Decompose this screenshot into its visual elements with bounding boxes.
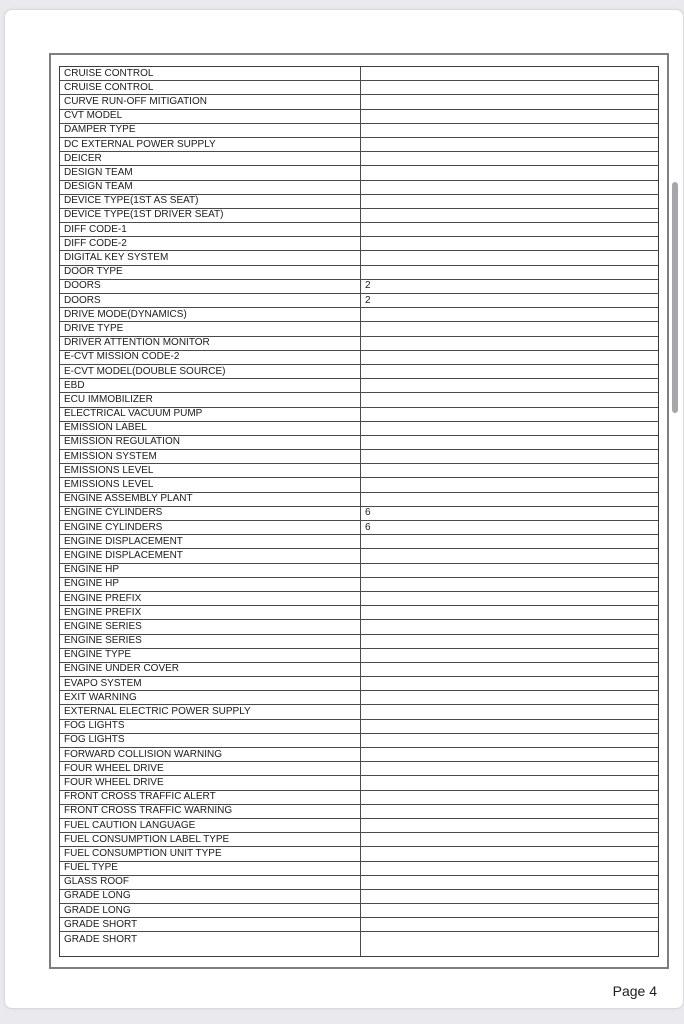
spec-value-cell <box>361 124 658 137</box>
spec-value-cell <box>361 450 658 463</box>
spec-label-cell: EMISSIONS LEVEL <box>60 478 361 491</box>
spec-label-cell: ENGINE SERIES <box>60 635 361 648</box>
spec-value-cell <box>361 422 658 435</box>
table-row <box>60 507 658 521</box>
spec-value-cell <box>361 776 658 789</box>
table-row <box>60 124 658 138</box>
spec-value-cell <box>361 322 658 335</box>
spec-value-cell <box>361 862 658 875</box>
spec-label-cell: DRIVER ATTENTION MONITOR <box>60 337 361 350</box>
spec-label-cell: DIFF CODE-1 <box>60 223 361 236</box>
spec-value-cell <box>361 436 658 449</box>
table-row <box>60 152 658 166</box>
spec-label-cell: DRIVE MODE(DYNAMICS) <box>60 308 361 321</box>
spec-label-cell: EMISSION LABEL <box>60 422 361 435</box>
spec-value-cell <box>361 110 658 123</box>
table-row <box>60 195 658 209</box>
spec-value-cell: 2 <box>365 294 371 306</box>
table-row <box>60 663 658 677</box>
spec-label-cell: FUEL TYPE <box>60 862 361 875</box>
table-row <box>60 592 658 606</box>
spec-label-cell: GLASS ROOF <box>60 876 361 889</box>
spec-label-cell: DC EXTERNAL POWER SUPPLY <box>60 138 361 151</box>
spec-label-cell: ENGINE HP <box>60 578 361 591</box>
spec-label-cell: GRADE LONG <box>60 890 361 903</box>
table-row <box>60 918 658 932</box>
spec-label-cell: FOG LIGHTS <box>60 734 361 747</box>
table-row <box>60 422 658 436</box>
table-row <box>60 81 658 95</box>
spec-label-cell: ENGINE TYPE <box>60 649 361 662</box>
table-row <box>60 493 658 507</box>
spec-label-cell: FOUR WHEEL DRIVE <box>60 762 361 775</box>
spec-value-cell <box>361 876 658 889</box>
table-row <box>60 862 658 876</box>
spec-value-cell <box>361 478 658 491</box>
spec-value-cell <box>361 833 658 846</box>
table-row <box>60 720 658 734</box>
table-row <box>60 833 658 847</box>
table-row <box>60 308 658 322</box>
spec-label-cell: ENGINE UNDER COVER <box>60 663 361 676</box>
spec-value-cell <box>361 720 658 733</box>
spec-value-cell <box>361 138 658 151</box>
table-row <box>60 450 658 464</box>
table-row <box>60 805 658 819</box>
spec-label-cell: DRIVE TYPE <box>60 322 361 335</box>
spec-value-cell <box>361 535 658 548</box>
spec-label-cell: DESIGN TEAM <box>60 166 361 179</box>
spec-value-cell <box>361 918 658 931</box>
spec-label-cell: DEVICE TYPE(1ST AS SEAT) <box>60 195 361 208</box>
spec-value-cell <box>361 805 658 818</box>
spec-value-cell: 6 <box>365 521 371 533</box>
spec-label-cell: ENGINE DISPLACEMENT <box>60 535 361 548</box>
spec-label-cell: E-CVT MODEL(DOUBLE SOURCE) <box>60 365 361 378</box>
spec-label-cell: ENGINE HP <box>60 564 361 577</box>
spec-label-cell: FRONT CROSS TRAFFIC ALERT <box>60 791 361 804</box>
table-row <box>60 521 658 535</box>
spec-value-cell <box>361 251 658 264</box>
spec-label-cell: CURVE RUN-OFF MITIGATION <box>60 95 361 108</box>
spec-label-cell: DEVICE TYPE(1ST DRIVER SEAT) <box>60 209 361 222</box>
spec-value-cell <box>361 308 658 321</box>
table-row <box>60 110 658 124</box>
spec-value-cell <box>361 181 658 194</box>
spec-value-cell <box>361 677 658 690</box>
spec-label-cell: ELECTRICAL VACUUM PUMP <box>60 408 361 421</box>
table-row <box>60 181 658 195</box>
spec-label-cell: EBD <box>60 379 361 392</box>
table-row <box>60 734 658 748</box>
spec-label-cell: FORWARD COLLISION WARNING <box>60 748 361 761</box>
table-row <box>60 464 658 478</box>
spec-value-cell <box>361 81 658 94</box>
table-row <box>60 620 658 634</box>
table-row <box>60 890 658 904</box>
table-row <box>60 776 658 790</box>
table-row <box>60 337 658 351</box>
spec-label-cell: EVAPO SYSTEM <box>60 677 361 690</box>
spec-label-cell: DESIGN TEAM <box>60 181 361 194</box>
table-row <box>60 677 658 691</box>
spec-label-cell: GRADE LONG <box>60 904 361 917</box>
spec-label-cell: FUEL CAUTION LANGUAGE <box>60 819 361 832</box>
table-row <box>60 819 658 833</box>
spec-label-cell: DIFF CODE-2 <box>60 237 361 250</box>
spec-label-cell: CRUISE CONTROL <box>60 81 361 94</box>
spec-label-cell: DIGITAL KEY SYSTEM <box>60 251 361 264</box>
table-row <box>60 748 658 762</box>
spec-label-cell: EMISSIONS LEVEL <box>60 464 361 477</box>
table-row <box>60 95 658 109</box>
table-row <box>60 635 658 649</box>
spec-value-cell <box>361 493 658 506</box>
page-number: Page 4 <box>612 983 657 999</box>
spec-label-cell: DOORS <box>60 280 361 293</box>
table-row <box>60 876 658 890</box>
table-row <box>60 67 658 81</box>
table-row <box>60 649 658 663</box>
spec-label-cell: ENGINE PREFIX <box>60 592 361 605</box>
spec-value-cell <box>361 408 658 421</box>
spec-value-cell <box>361 748 658 761</box>
spec-value-cell <box>361 266 658 279</box>
spec-label-cell: ENGINE CYLINDERS <box>60 521 361 534</box>
document-page <box>4 9 684 1009</box>
spec-label-cell: FRONT CROSS TRAFFIC WARNING <box>60 805 361 818</box>
spec-label-cell: ENGINE DISPLACEMENT <box>60 549 361 562</box>
table-row <box>60 847 658 861</box>
spec-value-cell <box>361 337 658 350</box>
spec-label-cell: EXIT WARNING <box>60 691 361 704</box>
table-row <box>60 223 658 237</box>
table-row <box>60 791 658 805</box>
spec-value-cell <box>361 606 658 619</box>
spec-value-cell <box>361 379 658 392</box>
table-row <box>60 138 658 152</box>
table-row <box>60 436 658 450</box>
spec-value-cell <box>361 932 658 956</box>
spec-label-cell: CVT MODEL <box>60 110 361 123</box>
spec-label-cell: DAMPER TYPE <box>60 124 361 137</box>
spec-value-cell <box>361 762 658 775</box>
spec-value-cell <box>361 464 658 477</box>
spec-label-cell: ECU IMMOBILIZER <box>60 393 361 406</box>
spec-value-cell <box>361 890 658 903</box>
spec-value-cell <box>361 365 658 378</box>
spec-value-cell <box>361 152 658 165</box>
table-row <box>60 932 658 956</box>
table-row <box>60 166 658 180</box>
spec-value-cell <box>361 663 658 676</box>
table-row <box>60 691 658 705</box>
table-row <box>60 251 658 265</box>
spec-label-cell: DEICER <box>60 152 361 165</box>
spec-label-cell: E-CVT MISSION CODE-2 <box>60 351 361 364</box>
table-row <box>60 351 658 365</box>
spec-value-cell <box>361 351 658 364</box>
table-row <box>60 606 658 620</box>
spec-label-cell: CRUISE CONTROL <box>60 67 361 80</box>
spec-table <box>59 66 659 957</box>
scrollbar-thumb[interactable] <box>672 182 678 413</box>
spec-label-cell: ENGINE SERIES <box>60 620 361 633</box>
table-row <box>60 549 658 563</box>
table-row <box>60 280 658 294</box>
spec-value-cell <box>361 578 658 591</box>
table-row <box>60 408 658 422</box>
spec-label-cell: GRADE SHORT <box>60 918 361 931</box>
spec-value-cell: 2 <box>365 280 371 292</box>
spec-label-cell: FUEL CONSUMPTION UNIT TYPE <box>60 847 361 860</box>
table-row <box>60 365 658 379</box>
table-row <box>60 478 658 492</box>
table-row <box>60 266 658 280</box>
spec-value-cell <box>361 791 658 804</box>
spec-label-cell: ENGINE ASSEMBLY PLANT <box>60 493 361 506</box>
spec-value-cell <box>361 847 658 860</box>
spec-label-cell: GRADE SHORT <box>60 932 361 956</box>
spec-label-cell: EMISSION SYSTEM <box>60 450 361 463</box>
spec-value-cell <box>361 393 658 406</box>
spec-value-cell <box>361 95 658 108</box>
table-row <box>60 705 658 719</box>
spec-label-cell: FOUR WHEEL DRIVE <box>60 776 361 789</box>
spec-value-cell <box>361 691 658 704</box>
spec-label-cell: DOOR TYPE <box>60 266 361 279</box>
spec-value-cell <box>361 734 658 747</box>
spec-value-cell <box>361 237 658 250</box>
spec-value-cell <box>361 195 658 208</box>
spec-value-cell <box>361 549 658 562</box>
spec-value-cell <box>361 166 658 179</box>
spec-value-cell <box>361 649 658 662</box>
spec-value-cell <box>361 705 658 718</box>
spec-label-cell: DOORS <box>60 294 361 307</box>
spec-value-cell <box>361 904 658 917</box>
table-row <box>60 393 658 407</box>
spec-label-cell: FOG LIGHTS <box>60 720 361 733</box>
spec-label-cell: ENGINE CYLINDERS <box>60 507 361 520</box>
table-row <box>60 322 658 336</box>
table-row <box>60 762 658 776</box>
table-row <box>60 535 658 549</box>
table-row <box>60 578 658 592</box>
table-row <box>60 904 658 918</box>
table-row <box>60 209 658 223</box>
spec-value-cell: 6 <box>365 507 371 519</box>
spec-label-cell: FUEL CONSUMPTION LABEL TYPE <box>60 833 361 846</box>
spec-value-cell <box>361 819 658 832</box>
table-row <box>60 379 658 393</box>
spec-value-cell <box>361 620 658 633</box>
spec-value-cell <box>361 564 658 577</box>
table-row <box>60 294 658 308</box>
spec-label-cell: EMISSION REGULATION <box>60 436 361 449</box>
spec-label-cell: ENGINE PREFIX <box>60 606 361 619</box>
table-row <box>60 564 658 578</box>
spec-value-cell <box>361 592 658 605</box>
spec-value-cell <box>361 67 658 80</box>
spec-label-cell: EXTERNAL ELECTRIC POWER SUPPLY <box>60 705 361 718</box>
spec-value-cell <box>361 635 658 648</box>
spec-value-cell <box>361 223 658 236</box>
table-row <box>60 237 658 251</box>
spec-value-cell <box>361 209 658 222</box>
